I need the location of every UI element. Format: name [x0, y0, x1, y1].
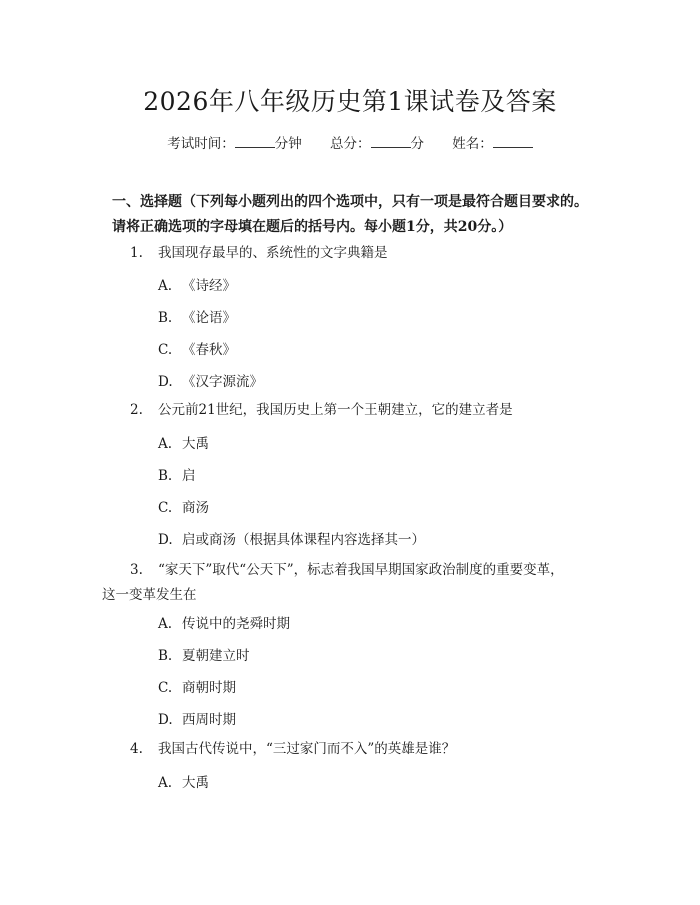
question-1-option-d	[158, 372, 263, 392]
question-1-option-a	[158, 276, 236, 296]
page-title: 2026年八年级历史第1课试卷及答案	[143, 87, 557, 116]
option-letter: D.	[158, 374, 173, 390]
question-3-option-d	[158, 710, 236, 730]
option-text: 《论语》	[182, 310, 236, 326]
option-letter: D.	[158, 712, 173, 728]
option-letter: A.	[158, 278, 173, 294]
option-letter: C.	[158, 680, 173, 696]
option-letter: C.	[158, 342, 173, 358]
option-text: 商汤	[182, 500, 209, 516]
section-heading: 一、选择题（下列每小题列出的四个选项中，只有一项是最符合题目要求的。请将正确选项的字母填在题后的括号内。每小题1分，共20分。）	[112, 194, 588, 235]
exam-time-blank	[235, 135, 275, 148]
question-number: 1.	[130, 245, 143, 261]
option-text: 大禹	[182, 436, 209, 452]
exam-time-unit: 分钟	[274, 136, 302, 152]
option-text: 《春秋》	[182, 342, 236, 358]
question-3-continuation	[102, 583, 572, 608]
option-text: 大禹	[182, 775, 209, 791]
option-letter: D.	[158, 532, 173, 548]
question-2-option-a	[158, 434, 209, 454]
question-text: 公元前21世纪，我国历史上第一个王朝建立，它的建立者是	[158, 402, 513, 418]
exam-time-label: 考试时间：	[167, 136, 235, 152]
option-text: 夏朝建立时	[182, 648, 250, 664]
option-text: 《诗经》	[182, 278, 236, 294]
option-text: 西周时期	[182, 712, 236, 728]
question-text: 我国古代传说中，“三过家门而不入”的英雄是谁？	[158, 741, 456, 757]
question-number: 2.	[130, 402, 143, 418]
option-letter: C.	[158, 500, 173, 516]
option-text: 启	[182, 468, 196, 484]
option-text: 商朝时期	[182, 680, 236, 696]
question-3	[130, 558, 600, 583]
question-3-option-b	[158, 646, 250, 666]
question-4	[130, 737, 600, 762]
question-1	[130, 241, 600, 266]
option-letter: B.	[158, 468, 173, 484]
question-text-line-1: “家天下”取代“公天下”，标志着我国早期国家政治制度的重要变革，	[158, 562, 564, 578]
question-1-option-b	[158, 308, 236, 328]
student-name-blank	[493, 135, 533, 148]
question-3-option-a	[158, 614, 290, 634]
question-number: 3.	[130, 562, 143, 578]
option-letter: A.	[158, 775, 173, 791]
option-letter: A.	[158, 616, 173, 632]
student-name-field	[452, 132, 533, 152]
option-letter: B.	[158, 310, 173, 326]
student-name-label: 姓名：	[452, 136, 493, 152]
option-letter: A.	[158, 436, 173, 452]
exam-time-field	[167, 132, 302, 152]
question-2	[130, 398, 600, 423]
option-letter: B.	[158, 648, 173, 664]
option-text: 传说中的尧舜时期	[182, 616, 290, 632]
total-score-field	[330, 132, 424, 152]
question-4-option-a	[158, 773, 209, 793]
question-1-option-c	[158, 340, 236, 360]
question-2-option-c	[158, 498, 209, 518]
question-3-option-c	[158, 678, 236, 698]
question-text: 我国现存最早的、系统性的文字典籍是	[158, 245, 388, 261]
total-score-unit: 分	[410, 136, 424, 152]
question-2-option-d	[158, 530, 425, 550]
option-text: 启或商汤（根据具体课程内容选择其一）	[182, 532, 425, 548]
question-text-line-2: 这一变革发生在	[102, 587, 197, 603]
option-text: 《汉字源流》	[182, 374, 263, 390]
question-2-option-b	[158, 466, 196, 486]
total-score-label: 总分：	[330, 136, 371, 152]
exam-meta-line	[0, 132, 700, 152]
question-number: 4.	[130, 741, 143, 757]
total-score-blank	[371, 135, 411, 148]
